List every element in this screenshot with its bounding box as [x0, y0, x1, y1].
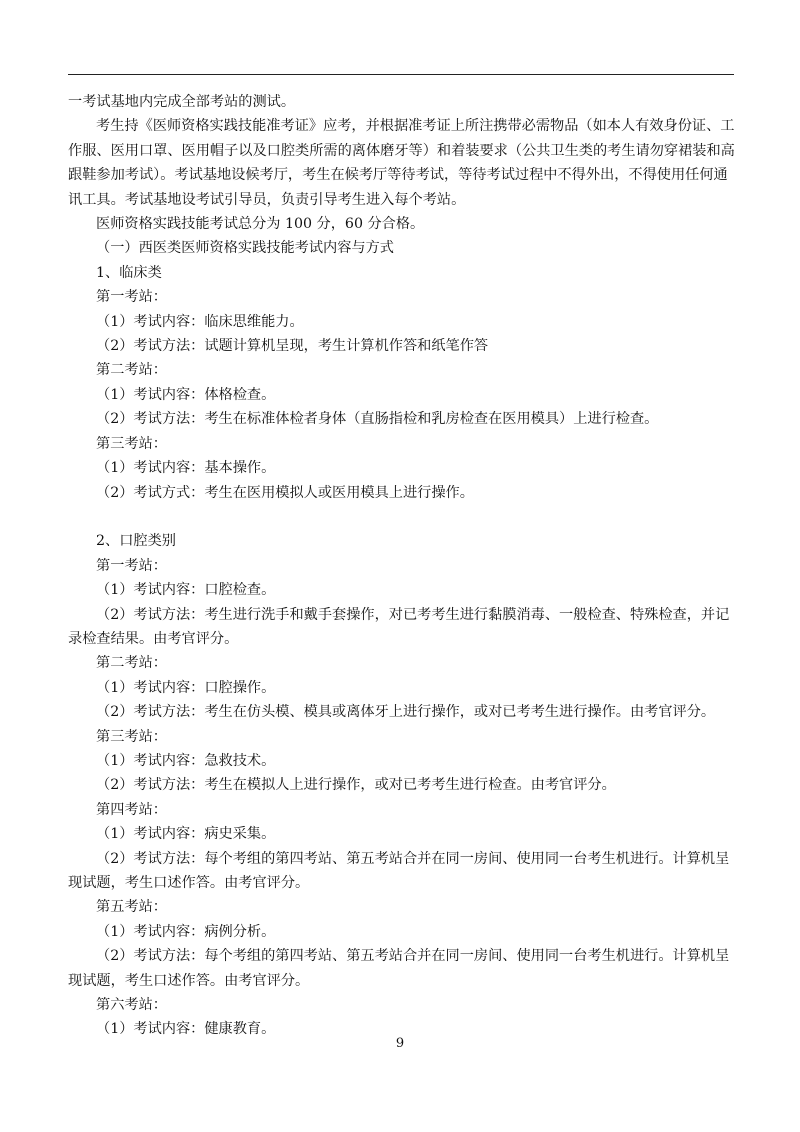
paragraph: 1、临床类	[96, 264, 162, 281]
paragraph: （1）考试内容：病例分析。	[96, 923, 276, 940]
paragraph: （一）西医类医师资格实践技能考试内容与方式	[96, 240, 394, 257]
document-body	[68, 90, 736, 1042]
paragraph: 第二考站：	[96, 362, 167, 379]
paragraph: 一考试基地内完成全部考站的测试。	[68, 94, 296, 110]
paragraph: （1）考试内容：体格检查。	[96, 386, 276, 403]
paragraph: （1）考试内容：口腔检查。	[96, 582, 276, 599]
paragraph: 第四考站：	[96, 801, 167, 818]
paragraph: （2）考试方法：每个考组的第四考站、第五考站合并在同一房间、使用同一台考生机进行。计算机呈现试题，考生口述作答。由考官评分。	[68, 850, 730, 891]
paragraph: 考生持《医师资格实践技能准考证》应考，并根据准考证上所注携带必需物品（如本人有效身份证、工作服、医用口罩、医用帽子以及口腔类所需的离体磨牙等）和着装要求（公共卫生类的考生请勿穿裙装和高跟鞋参加考试）。考试基地设候考厅，考生在候考厅等待考试，等待考试过程中不得外出，不得使用任何通讯工具。考试基地设考试引导员，负责引导考生进入每个考站。	[68, 118, 735, 208]
paragraph: （1）考试内容：急救技术。	[96, 752, 276, 769]
paragraph: 第一考站：	[96, 289, 167, 306]
paragraph: 第三考站：	[96, 435, 167, 452]
header-rule	[68, 74, 734, 75]
paragraph: （1）考试内容：病史采集。	[96, 826, 276, 843]
paragraph: （2）考试方法：考生进行洗手和戴手套操作，对已考考生进行黏膜消毒、一般检查、特殊检查，并记录检查结果。由考官评分。	[68, 606, 730, 647]
paragraph: （2）考试方式：考生在医用模拟人或医用模具上进行操作。	[96, 484, 474, 501]
paragraph: （1）考试内容：临床思维能力。	[96, 313, 304, 330]
paragraph: （2）考试方法：考生在模拟人上进行操作，或对已考考生进行检查。由考官评分。	[96, 777, 616, 794]
page-number: 9	[395, 1036, 405, 1051]
paragraph: 第一考站：	[96, 557, 167, 574]
paragraph: 第六考站：	[96, 997, 167, 1014]
paragraph: （1）考试内容：基本操作。	[96, 460, 276, 477]
paragraph: （1）考试内容：健康教育。	[96, 1021, 276, 1038]
paragraph: 第五考站：	[96, 899, 167, 916]
paragraph: 医师资格实践技能考试总分为 100 分，60 分合格。	[96, 216, 425, 233]
paragraph: 第三考站：	[96, 728, 167, 745]
paragraph: （1）考试内容：口腔操作。	[96, 679, 276, 696]
paragraph: （2）考试方法：每个考组的第四考站、第五考站合并在同一房间、使用同一台考生机进行。计算机呈现试题，考生口述作答。由考官评分。	[68, 948, 730, 989]
blank-line	[68, 505, 736, 529]
paragraph: （2）考试方法：试题计算机呈现，考生计算机作答和纸笔作答	[96, 338, 489, 355]
paragraph: 2、口腔类别	[96, 533, 176, 550]
paragraph: （2）考试方法：考生在标准体检者身体（直肠指检和乳房检查在医用模具）上进行检查。	[96, 411, 659, 428]
paragraph: （2）考试方法：考生在仿头模、模具或离体牙上进行操作，或对已考考生进行操作。由考官评分。	[96, 704, 716, 721]
paragraph: 第二考站：	[96, 655, 167, 672]
